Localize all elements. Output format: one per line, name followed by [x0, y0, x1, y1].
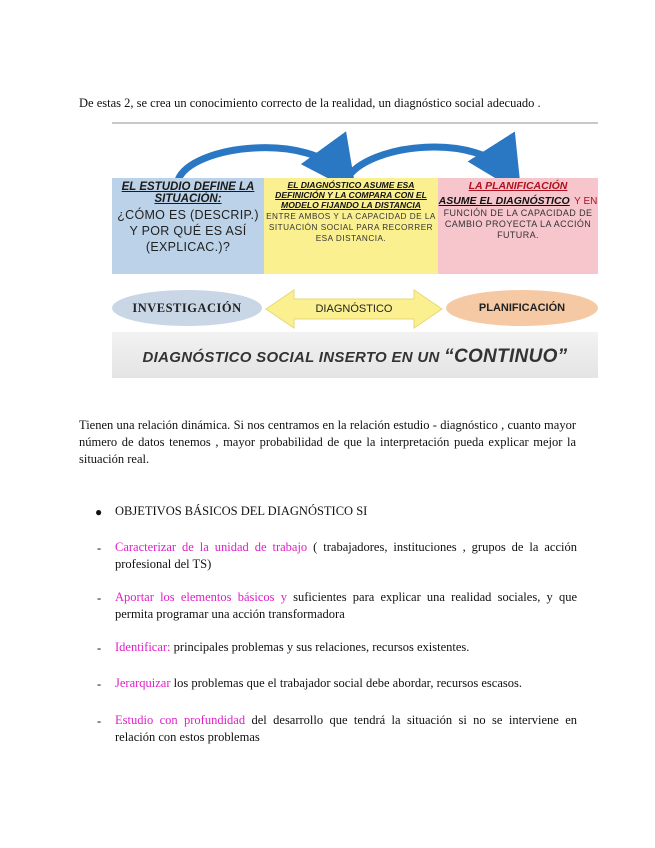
- item-text: ( trabajadores, instituciones , grupos de la acción profesional del TS): [115, 540, 577, 571]
- diagnosis-diagram: [112, 122, 598, 378]
- item-dash: -: [97, 714, 102, 728]
- planning-body: FUNCIÓN DE LA CAPACIDAD DE CAMBIO PROYECTA LA ACCIÓN FUTURA.: [443, 208, 593, 240]
- planning-heading2-line: [438, 193, 598, 208]
- continuum-caption: [112, 346, 598, 368]
- diagnosis-arrow-label: DIAGNÓSTICO: [315, 303, 393, 315]
- arc-arrow-left: [178, 148, 344, 180]
- diagnosis-body: ENTRE AMBOS Y LA CAPACIDAD DE LA SITUACIÓN SOCIAL PARA RECORRER ESA DISTANCIA.: [266, 212, 436, 243]
- diagnosis-heading: EL DIAGNÓSTICO ASUME ESA DEFINICIÓN Y LA COMPARA CON EL MODELO FIJANDO LA DISTANCIA: [275, 180, 427, 210]
- objectives-bullet: ●: [95, 505, 103, 519]
- investigation-oval: INVESTIGACIÓN: [112, 290, 262, 326]
- item-dash: -: [97, 591, 102, 605]
- list-item: [115, 675, 577, 692]
- item-highlight: Estudio con profundidad: [115, 713, 246, 727]
- relation-paragraph: Tienen una relación dinámica. Si nos centramos en la relación estudio - diagnóstico , cuanto mayor número de datos tenemos , mayor probabilidad de que la interpretación pueda explicar mejor la situación real.: [79, 418, 576, 466]
- intro-paragraph: De estas 2, se crea un conocimiento correcto de la realidad, un diagnóstico social adecuado .: [79, 96, 541, 110]
- item-highlight: Jerarquizar: [115, 676, 171, 690]
- continuum-quote: “CONTINUO”: [444, 346, 568, 367]
- planning-connector: Y EN: [574, 196, 598, 207]
- item-text: suficientes para explicar una realidad sociales, y que permita programar una acción transformadora: [115, 590, 577, 621]
- continuum-main: DIAGNÓSTICO SOCIAL INSERTO EN UN: [142, 349, 440, 366]
- item-dash: -: [97, 677, 102, 691]
- objectives-heading: OBJETIVOS BÁSICOS DEL DIAGNÓSTICO SI: [115, 504, 368, 518]
- planning-heading2: ASUME EL DIAGNÓSTICO: [438, 195, 570, 207]
- study-box: [112, 178, 264, 274]
- item-text: los problemas que el trabajador social debe abordar, recursos escasos.: [170, 676, 522, 690]
- item-highlight: Caracterizar de la unidad de trabajo: [115, 540, 308, 554]
- item-text: principales problemas y sus relaciones, recursos existentes.: [170, 640, 470, 654]
- list-item: [115, 712, 577, 746]
- list-item: [115, 539, 577, 573]
- flow-arrows: [112, 122, 598, 182]
- list-item: [115, 589, 577, 623]
- diagnosis-box: [264, 178, 438, 274]
- list-item: [115, 639, 577, 656]
- item-dash: -: [97, 641, 102, 655]
- item-highlight: Identificar:: [115, 640, 171, 654]
- item-text: del desarrollo que tendrá la situación si no se interviene en relación con estos problemas: [115, 713, 577, 744]
- planning-box: [438, 178, 598, 274]
- study-body: ¿CÓMO ES (DESCRIP.) Y POR QUÉ ES ASÍ (EXPLICAC.)?: [117, 208, 259, 254]
- planning-heading: LA PLANIFICACIÓN: [468, 180, 568, 192]
- arc-arrow-right: [346, 147, 510, 180]
- study-heading: EL ESTUDIO DEFINE LA SITUACIÓN:: [121, 181, 255, 205]
- planning-oval: PLANIFICACIÓN: [446, 290, 598, 326]
- item-dash: -: [97, 541, 102, 555]
- item-highlight: Aportar los elementos básicos y: [115, 590, 287, 604]
